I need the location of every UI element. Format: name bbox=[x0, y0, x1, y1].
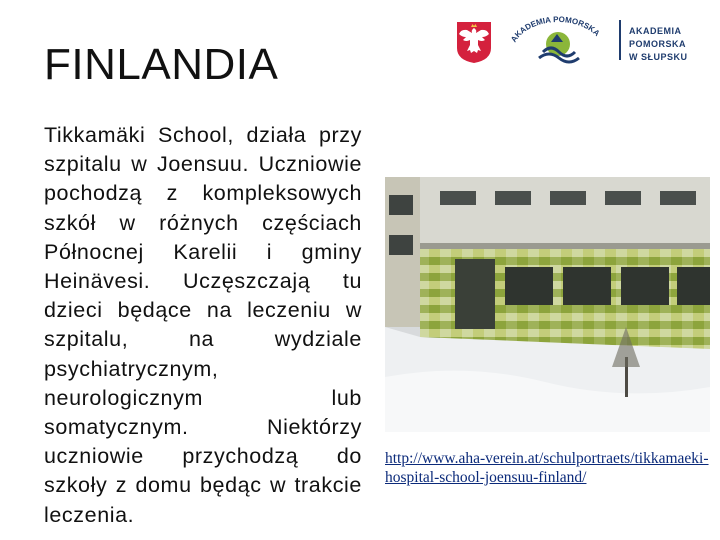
university-logo-icon bbox=[503, 14, 613, 64]
school-building-photo bbox=[385, 177, 710, 432]
polish-eagle-icon bbox=[455, 20, 493, 64]
slide-title: FINLANDIA bbox=[44, 40, 279, 89]
photo-source-link[interactable]: http://www.aha-verein.at/schulportraets/tikkamaeki-hospital-school-joensuu-finland/ bbox=[385, 450, 709, 486]
logo-divider bbox=[619, 20, 621, 60]
university-name-line2: W SŁUPSKU bbox=[629, 52, 688, 62]
university-name-line1: AKADEMIA POMORSKA bbox=[629, 26, 687, 49]
university-name bbox=[629, 25, 720, 64]
header-logos bbox=[455, 14, 705, 64]
logo-arc-text: AKADEMIA POMORSKA bbox=[509, 14, 602, 44]
slide-body-text: Tikkamäki School, działa przy szpitalu w Joensuu. Uczniowie pochodzą z kompleksowych szkół w różnych częściach Północnej Karelii i gminy Heinävesi. Uczęszczają tu dzieci będące na leczeniu w szpitalu, na wydziale psychiatrycznym, neurologicznym lub somatycznym. Niektórzy uczniowie przychodzą do szkoły z domu będąc w trakcie leczenia. bbox=[44, 123, 362, 527]
